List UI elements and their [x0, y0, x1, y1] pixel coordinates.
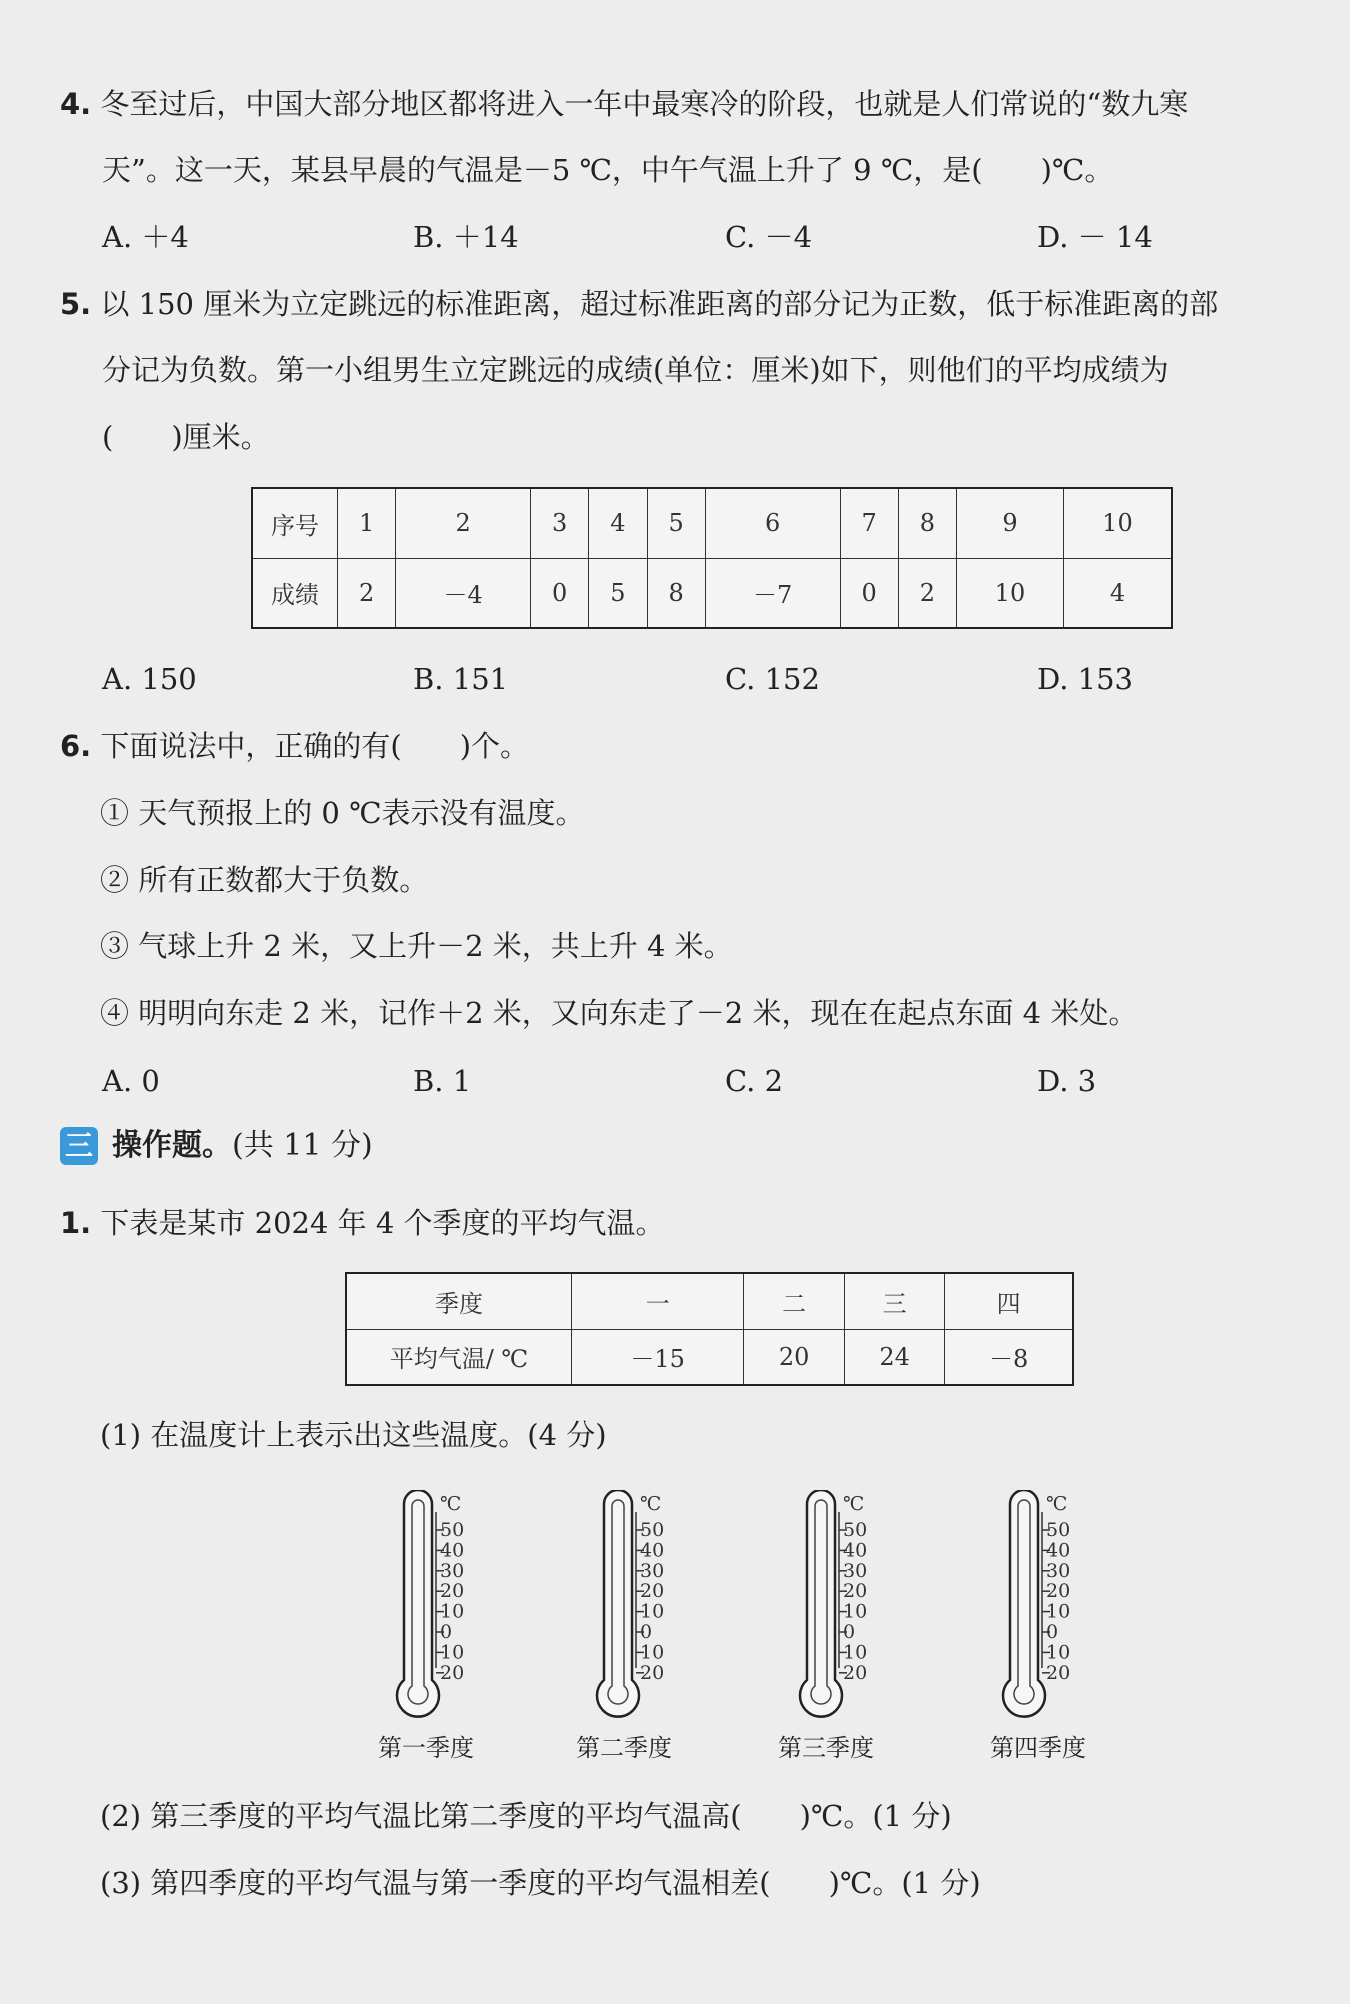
- thermometer-tick-label: 10: [1046, 1641, 1071, 1664]
- thermometer-tick-label: 50: [640, 1519, 665, 1541]
- thermometer-tick-label: 10: [440, 1641, 465, 1664]
- thermometer-drawing: [978, 1490, 1108, 1730]
- q4-option-a[interactable]: A. ＋4: [102, 220, 189, 254]
- p1-temp-label: 平均气温/ ℃: [346, 1329, 572, 1385]
- thermometer-caption: 第四季度: [990, 1734, 1086, 1762]
- p1-number: 1.: [60, 1206, 92, 1240]
- thermometer-caption: 第一季度: [378, 1734, 474, 1762]
- thermometer-tube: [597, 1490, 639, 1717]
- thermometer-tick-label: 0: [440, 1621, 453, 1643]
- thermometer-tick-label: 50: [843, 1519, 868, 1541]
- thermometer-drawing: [572, 1490, 702, 1730]
- thermometer-tick-label: 40: [1046, 1539, 1071, 1562]
- q5-score-label: 成绩: [252, 558, 338, 628]
- thermometer-tick-label: 20: [843, 1661, 868, 1684]
- p1-temperature-table: [345, 1272, 1074, 1386]
- p1-temp-cell: 24: [844, 1329, 944, 1385]
- thermometer-tick-label: 0: [640, 1621, 653, 1643]
- thermometer-tube: [800, 1490, 842, 1717]
- thermometer-tick-label: 40: [440, 1539, 465, 1562]
- section-3-points: (共 11 分): [232, 1128, 373, 1163]
- thermometer-tick-label: 20: [1046, 1580, 1071, 1603]
- thermometer-unit: ℃: [843, 1493, 865, 1515]
- q5-index-cell: 6: [705, 488, 840, 558]
- q5-score-cell: 2: [338, 558, 396, 628]
- q6-option-b[interactable]: B. 1: [413, 1064, 472, 1098]
- thermometer-unit: ℃: [1046, 1493, 1068, 1515]
- p1-sub-2: (2) 第三季度的平均气温比第二季度的平均气温高( )℃。(1 分): [100, 1799, 952, 1833]
- q4-option-b[interactable]: B. ＋14: [413, 220, 519, 254]
- thermometer-unit: ℃: [440, 1493, 462, 1515]
- thermometer-tick-label: 40: [843, 1539, 868, 1562]
- q4-line-1: [60, 84, 1188, 124]
- p1-stem: 下表是某市 2024 年 4 个季度的平均气温。: [100, 1206, 665, 1240]
- thermometer-drawing: [372, 1490, 502, 1730]
- q6-line-1: [60, 726, 529, 766]
- q5-score-cell: 2: [898, 558, 956, 628]
- p1-quarter-cell: 四: [945, 1273, 1073, 1329]
- q5-index-cell: 2: [396, 488, 531, 558]
- p1-temp-cell: 20: [744, 1329, 844, 1385]
- section-3-title-text: 操作题。: [112, 1128, 232, 1163]
- q5-index-cell: 3: [531, 488, 589, 558]
- thermometer-tick-label: 40: [640, 1539, 665, 1562]
- q6-option-a[interactable]: A. 0: [102, 1064, 160, 1098]
- p1-sub-3: (3) 第四季度的平均气温与第一季度的平均气温相差( )℃。(1 分): [100, 1866, 981, 1900]
- thermometer-tick-label: 0: [843, 1621, 856, 1643]
- thermometer-tick-label: 0: [1046, 1621, 1059, 1643]
- thermometer-tick-label: 30: [640, 1559, 665, 1582]
- q5-index-cell: 8: [898, 488, 956, 558]
- q4-stem-2: 天”。这一天，某县早晨的气温是－5 ℃，中午气温上升了 9 ℃，是( )℃。: [102, 153, 1114, 187]
- p1-quarter-row: [346, 1273, 1073, 1329]
- p1-quarter-cell: 三: [844, 1273, 944, 1329]
- p1-line-1: [60, 1203, 665, 1243]
- thermometer-tick-label: 20: [440, 1580, 465, 1603]
- thermometer-tick-label: 10: [640, 1600, 665, 1623]
- q5-score-table: [251, 487, 1173, 629]
- q6-option-c[interactable]: C. 2: [725, 1064, 784, 1098]
- q5-stem-2: 分记为负数。第一小组男生立定跳远的成绩(单位：厘米)如下，则他们的平均成绩为: [102, 353, 1169, 387]
- q5-index-row: [252, 488, 1172, 558]
- thermometer-tick-label: 10: [640, 1641, 665, 1664]
- thermometer-tick-label: 10: [440, 1600, 465, 1623]
- section-3-title: [112, 1123, 373, 1169]
- thermometer-tick-label: 50: [440, 1519, 465, 1541]
- q5-index-cell: 5: [647, 488, 705, 558]
- p1-quarter-cell: 一: [572, 1273, 744, 1329]
- section-3-badge: 三: [60, 1127, 98, 1165]
- q5-score-cell: 10: [957, 558, 1064, 628]
- thermometer-tick-label: 30: [843, 1559, 868, 1582]
- q5-score-cell: －4: [396, 558, 531, 628]
- q5-score-cell: 8: [647, 558, 705, 628]
- q6-option-d[interactable]: D. 3: [1037, 1064, 1097, 1098]
- thermometer-drawing: [775, 1490, 905, 1730]
- thermometer-caption: 第三季度: [778, 1734, 874, 1762]
- q6-statement-1: ① 天气预报上的 0 ℃表示没有温度。: [100, 796, 585, 830]
- q5-index-cell: 4: [589, 488, 647, 558]
- q5-index-label: 序号: [252, 488, 338, 558]
- q5-index-cell: 10: [1063, 488, 1172, 558]
- thermometer-tube: [397, 1490, 439, 1717]
- thermometer-tick-label: 20: [640, 1580, 665, 1603]
- thermometer-tick-label: 20: [1046, 1661, 1071, 1684]
- thermometer-tube: [1003, 1490, 1045, 1717]
- q5-stem-1: 以 150 厘米为立定跳远的标准距离，超过标准距离的部分记为正数，低于标准距离的部: [100, 287, 1219, 321]
- q5-index-cell: 9: [957, 488, 1064, 558]
- thermometer-tick-label: 10: [843, 1600, 868, 1623]
- thermometer-tick-label: 10: [1046, 1600, 1071, 1623]
- q6-stem: 下面说法中，正确的有( )个。: [100, 729, 530, 763]
- q5-score-row: [252, 558, 1172, 628]
- p1-sub-1: (1) 在温度计上表示出这些温度。(4 分): [100, 1418, 607, 1452]
- q6-number: 6.: [60, 729, 92, 763]
- q5-line-1: [60, 284, 1218, 324]
- q5-option-a[interactable]: A. 150: [102, 662, 197, 696]
- thermometer-tick-label: 50: [1046, 1519, 1071, 1541]
- thermometer-tick-label: 30: [1046, 1559, 1071, 1582]
- q4-number: 4.: [60, 87, 92, 121]
- q5-number: 5.: [60, 287, 92, 321]
- q4-option-d[interactable]: D. － 14: [1037, 220, 1153, 254]
- thermometer-tick-label: 20: [440, 1661, 465, 1684]
- thermometer-tick-label: 30: [440, 1559, 465, 1582]
- q5-index-cell: 1: [338, 488, 396, 558]
- q5-option-c[interactable]: C. 152: [725, 662, 820, 696]
- q5-score-cell: －7: [705, 558, 840, 628]
- p1-temp-cell: －15: [572, 1329, 744, 1385]
- q5-score-cell: 0: [840, 558, 898, 628]
- thermometer-caption: 第二季度: [576, 1734, 672, 1762]
- thermometer-unit: ℃: [640, 1493, 662, 1515]
- q5-score-cell: 5: [589, 558, 647, 628]
- q5-stem-3: ( )厘米。: [102, 420, 270, 454]
- q5-index-cell: 7: [840, 488, 898, 558]
- thermometer-tick-label: 10: [843, 1641, 868, 1664]
- q6-statement-2: ② 所有正数都大于负数。: [100, 863, 429, 897]
- q4-option-c[interactable]: C. －4: [725, 220, 813, 254]
- p1-temp-row: [346, 1329, 1073, 1385]
- p1-temp-cell: －8: [945, 1329, 1073, 1385]
- q6-statement-3: ③ 气球上升 2 米，又上升－2 米，共上升 4 米。: [100, 929, 733, 963]
- q5-option-d[interactable]: D. 153: [1037, 662, 1134, 696]
- p1-quarter-cell: 二: [744, 1273, 844, 1329]
- thermometer-tick-label: 20: [640, 1661, 665, 1684]
- p1-quarter-label: 季度: [346, 1273, 572, 1329]
- q5-option-b[interactable]: B. 151: [413, 662, 509, 696]
- thermometer-tick-label: 20: [843, 1580, 868, 1603]
- q5-score-cell: 0: [531, 558, 589, 628]
- q4-stem-1: 冬至过后，中国大部分地区都将进入一年中最寒冷的阶段，也就是人们常说的“数九寒: [100, 87, 1189, 121]
- q6-statement-4: ④ 明明向东走 2 米，记作＋2 米，又向东走了－2 米，现在在起点东面 4 米处。: [100, 996, 1138, 1030]
- q5-score-cell: 4: [1063, 558, 1172, 628]
